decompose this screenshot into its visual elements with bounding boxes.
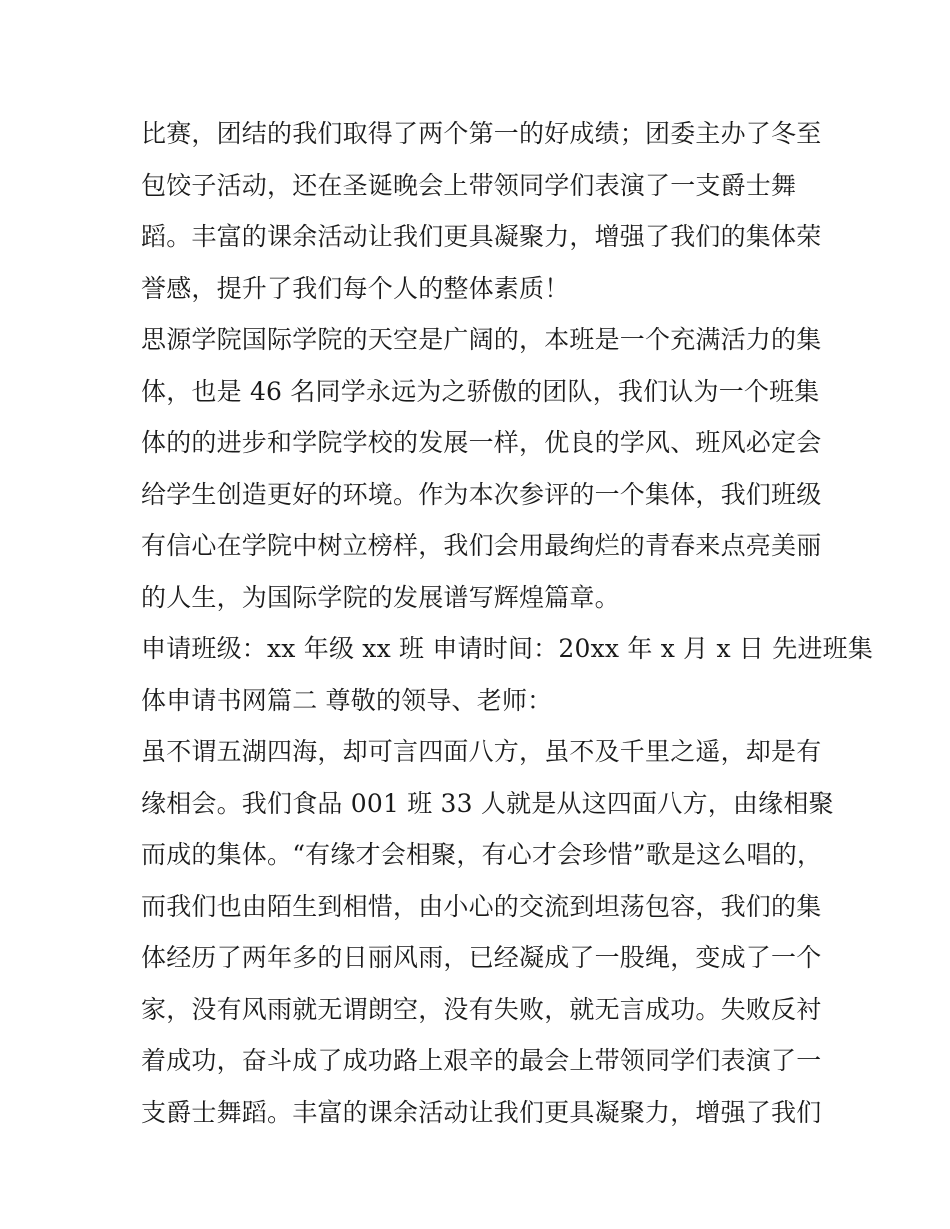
text-line: 体，也是 46 名同学永远为之骄傲的团队，我们认为一个班集 bbox=[141, 376, 820, 406]
text-line: 给学生创造更好的环境。作为本次参评的一个集体，我们班级 bbox=[141, 479, 822, 509]
text-line: 体的的进步和学院学校的发展一样，优良的学风、班风必定会 bbox=[141, 428, 822, 457]
text-line: 申请班级：xx 年级 xx 班 申请时间：20xx 年 x 月 x 日 先进班集 bbox=[141, 634, 874, 663]
text-line: 比赛，团结的我们取得了两个第一的好成绩；团委主办了冬至 bbox=[141, 119, 822, 148]
text-line: 缘相会。我们食品 001 班 33 人就是从这四面八方，由缘相聚 bbox=[141, 788, 834, 818]
text-line: 体经历了两年多的日丽风雨，已经凝成了一股绳，变成了一个 bbox=[141, 943, 822, 972]
text-line: 蹈。丰富的课余活动让我们更具凝聚力，增强了我们的集体荣 bbox=[141, 222, 822, 251]
text-line: 誉感，提升了我们每个人的整体素质！ bbox=[141, 273, 570, 303]
body-text bbox=[141, 108, 874, 1138]
text-line: 虽不谓五湖四海，却可言四面八方，虽不及千里之遥，却是有 bbox=[141, 737, 822, 766]
text-line: 思源学院国际学院的天空是广阔的，本班是一个充满活力的集 bbox=[141, 325, 822, 354]
text-line: 支爵士舞蹈。丰富的课余活动让我们更具凝聚力，增强了我们 bbox=[141, 1097, 822, 1127]
text-line: 的人生，为国际学院的发展谱写辉煌篇章。 bbox=[141, 582, 620, 612]
text-line: 着成功，奋斗成了成功路上艰辛的最会上带领同学们表演了一 bbox=[141, 1046, 822, 1075]
text-line: 家，没有风雨就无谓朗空，没有失败，就无言成功。失败反衬 bbox=[141, 994, 822, 1024]
text-line: 包饺子活动，还在圣诞晚会上带领同学们表演了一支爵士舞 bbox=[141, 170, 797, 200]
text-line: 而成的集体。“有缘才会相聚，有心才会珍惜”歌是这么唱的， bbox=[141, 840, 823, 869]
text-line: 体申请书网篇二 尊敬的领导、老师： bbox=[141, 685, 553, 715]
text-line: 有信心在学院中树立榜样，我们会用最绚烂的青春来点亮美丽 bbox=[141, 531, 822, 560]
text-line: 而我们也由陌生到相惜，由小心的交流到坦荡包容，我们的集 bbox=[141, 891, 822, 921]
